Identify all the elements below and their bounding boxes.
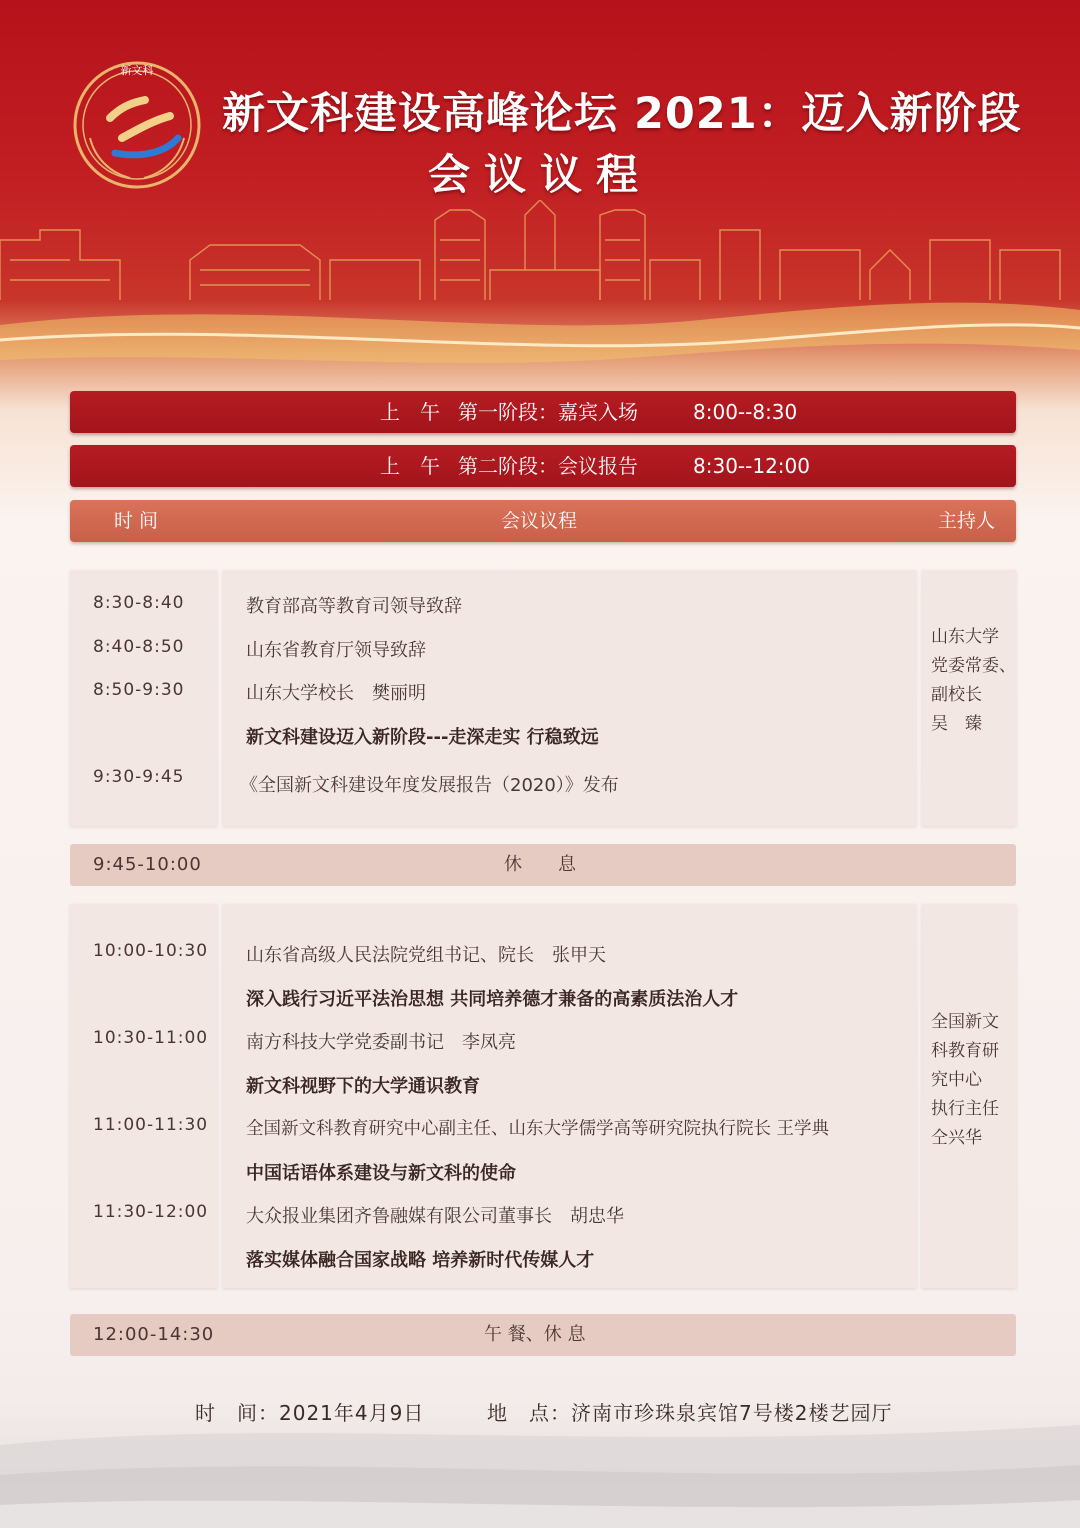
phase-period: 上 午 [380, 454, 440, 478]
agenda-column-header [70, 500, 1016, 542]
host-line: 全国新文 [931, 1012, 999, 1032]
lunch-break-bar [70, 1314, 1016, 1356]
event-date: 时 间：2021年4月9日 [195, 1401, 425, 1425]
phase-period: 上 午 [380, 400, 440, 424]
session1-item: 山东省教育厅领导致辞 [246, 640, 426, 661]
session1-time: 8:40-8:50 [93, 637, 185, 657]
session2-speech-title: 中国话语体系建设与新文科的使命 [246, 1163, 516, 1184]
host-line: 究中心 [931, 1070, 982, 1090]
session2-item: 南方科技大学党委副书记 李凤亮 [246, 1032, 516, 1053]
host-line: 仝兴华 [931, 1128, 982, 1148]
event-location: 地 点：济南市珍珠泉宾馆7号楼2楼艺园厅 [487, 1401, 893, 1425]
column-agenda: 会议议程 [501, 510, 578, 532]
session1-host [931, 623, 1021, 739]
session2-host [931, 1008, 1021, 1153]
column-host: 主持人 [938, 510, 996, 532]
session1-item: 教育部高等教育司领导致辞 [246, 596, 462, 617]
session2-time: 11:00-11:30 [93, 1115, 209, 1135]
page-title: 新文科建设高峰论坛 2021：迈入新阶段 [222, 89, 1022, 139]
phase-name: 第一阶段：嘉宾入场 [458, 400, 638, 424]
header [0, 0, 1080, 200]
session2-item: 大众报业集团齐鲁融媒有限公司董事长 胡忠华 [246, 1206, 624, 1227]
host-line: 吴 臻 [931, 714, 982, 734]
session1-speech-title: 新文科建设迈入新阶段---走深走实 行稳致远 [246, 727, 599, 748]
phase-bar-1 [70, 391, 1016, 433]
session1-time: 9:30-9:45 [93, 767, 185, 787]
session1-item: 《全国新文科建设年度发展报告（2020）》发布 [240, 775, 619, 796]
session1-time: 8:30-8:40 [93, 593, 185, 613]
break-time: 12:00-14:30 [93, 1324, 215, 1345]
host-line: 执行主任 [931, 1099, 999, 1119]
phase-name: 第二阶段：会议报告 [458, 454, 638, 478]
break-bar [70, 844, 1016, 886]
session2-item: 全国新文科教育研究中心副主任、山东大学儒学高等研究院执行院长 王学典 [246, 1119, 830, 1139]
session2-time-panel [70, 904, 217, 1288]
column-time: 时 间 [114, 510, 159, 532]
session2-time: 10:00-10:30 [93, 941, 209, 961]
host-line: 科教育研 [931, 1041, 999, 1061]
session2-item: 山东省高级人民法院党组书记、院长 张甲天 [246, 945, 606, 966]
session2-time: 11:30-12:00 [93, 1202, 209, 1222]
host-line: 党委常委、 [931, 656, 1016, 676]
break-label: 午 餐、休 息 [484, 1324, 586, 1345]
logo-text: 新文科 [120, 64, 154, 77]
session2-speech-title: 新文科视野下的大学通识教育 [246, 1076, 480, 1097]
session1-time: 8:50-9:30 [93, 680, 185, 700]
break-time: 9:45-10:00 [93, 854, 202, 875]
page-subtitle: 会议议程 [427, 150, 652, 199]
phase-time: 8:00--8:30 [693, 400, 798, 424]
break-label: 休 息 [504, 854, 576, 875]
session2-speech-title: 落实媒体融合国家战略 培养新时代传媒人才 [246, 1250, 595, 1271]
session2-time: 10:30-11:00 [93, 1028, 209, 1048]
phase-time: 8:30--12:00 [693, 454, 810, 478]
host-line: 副校长 [931, 685, 982, 705]
host-line: 山东大学 [931, 627, 999, 647]
phase-bar-2 [70, 445, 1016, 487]
campus-skyline-illustration [0, 200, 1080, 400]
session1-item: 山东大学校长 樊丽明 [246, 683, 426, 704]
session2-speech-title: 深入践行习近平法治思想 共同培养德才兼备的高素质法治人才 [246, 989, 739, 1010]
